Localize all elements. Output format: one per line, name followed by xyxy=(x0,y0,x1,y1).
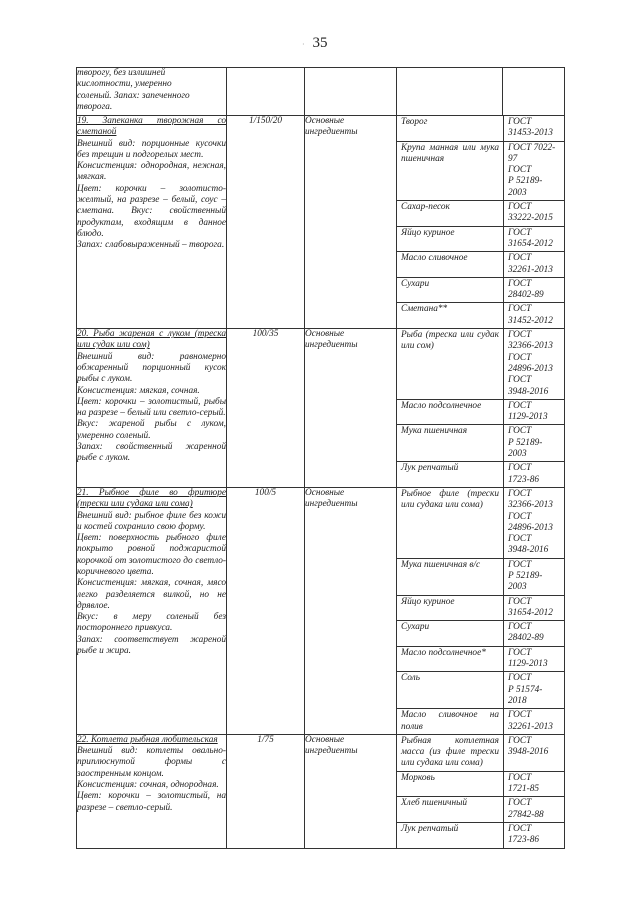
standard-line: ГОСТ xyxy=(508,227,532,238)
standard-line: ГОСТ xyxy=(508,559,532,570)
dish-row xyxy=(77,487,565,734)
ingredients-label: Основные ингредиенты xyxy=(305,487,397,734)
component-row xyxy=(397,277,564,303)
standard-line: ГОСТ xyxy=(508,647,532,658)
component-name: Мука пшеничная в/с xyxy=(397,558,504,595)
component-name: Морковь xyxy=(397,771,504,797)
ingredients-label: Основные ингредиенты xyxy=(305,116,397,329)
component-row xyxy=(397,116,564,141)
component-row xyxy=(397,735,564,771)
component-standard xyxy=(504,201,565,227)
standard-line: ГОСТ xyxy=(508,330,532,341)
component-name: Сухари xyxy=(397,621,504,647)
description-line: Внешний вид: котлеты овально-приплюснутой формы с заостренным концом. xyxy=(77,746,226,779)
standard-line: ГОСТ xyxy=(508,165,532,176)
standard-line: 31452-2012 xyxy=(508,315,553,326)
empty-cell xyxy=(305,68,397,116)
description-line: Консистенция: однородная, нежная, мягкая. xyxy=(77,161,226,183)
empty-cell xyxy=(397,68,503,116)
continuation-line: соленый. Запах: запеченного xyxy=(77,90,190,101)
components-cell xyxy=(397,116,565,329)
components-table xyxy=(397,116,564,328)
standard-line: 3948-2016 xyxy=(508,545,549,556)
component-standard xyxy=(504,399,565,425)
description-line: Запах: соответствует жареной рыбе и жира. xyxy=(77,634,226,657)
description-line: Консистенция: сочная, однородная. xyxy=(77,780,219,791)
component-standard xyxy=(504,116,565,141)
description-line: Внешний вид: рыбное филе без кожи и костей сохранило свою форму. xyxy=(77,510,226,532)
component-name: Масло подсолнечное xyxy=(397,399,504,425)
standard-line: ГОСТ xyxy=(508,673,532,684)
standard-line: ГОСТ 7022-97 xyxy=(508,142,556,164)
dish-title: 22. Котлета рыбная любительская xyxy=(77,734,218,745)
standard-line: ГОСТ xyxy=(508,352,532,363)
component-name: Лук репчатый xyxy=(397,822,504,847)
dish-row xyxy=(77,329,565,488)
standard-line: 1129-2013 xyxy=(508,412,548,423)
dish-description xyxy=(77,329,227,488)
ingredients-label: Основные ингредиенты xyxy=(305,734,397,848)
component-row xyxy=(397,462,564,487)
continuation-line: кислотности, умеренно xyxy=(77,79,172,90)
standard-line: 31453-2013 xyxy=(508,128,553,139)
component-standard xyxy=(504,488,565,558)
component-row xyxy=(397,488,564,558)
components-cell xyxy=(397,329,565,488)
description-line: Вкус: в меру соленый без постороннего привкуса. xyxy=(77,612,226,634)
dish-row xyxy=(77,734,565,848)
component-standard xyxy=(504,252,565,278)
component-standard xyxy=(504,595,565,621)
component-name: Сметана** xyxy=(397,303,504,328)
standard-line: 28402-89 xyxy=(508,290,544,301)
standard-line: ГОСТ xyxy=(508,710,532,721)
standard-line: ГОСТ xyxy=(508,772,532,783)
component-row xyxy=(397,329,564,399)
component-row xyxy=(397,709,564,734)
standard-line: 3948-2016 xyxy=(508,386,549,397)
standard-line: ГОСТ xyxy=(508,511,532,522)
standard-line: 1721-85 xyxy=(508,784,539,795)
page-number: 35 xyxy=(312,35,328,51)
standard-line: ГОСТ xyxy=(508,253,532,264)
component-name: Творог xyxy=(397,116,504,141)
standard-line: ГОСТ xyxy=(508,463,532,474)
component-name: Сухари xyxy=(397,277,504,303)
standard-line: ГОСТ xyxy=(508,596,532,607)
dish-yield: 100/5 xyxy=(227,487,305,734)
component-standard xyxy=(504,226,565,252)
component-row xyxy=(397,621,564,647)
component-row xyxy=(397,399,564,425)
component-standard xyxy=(504,329,565,399)
component-standard xyxy=(504,822,565,847)
component-name: Масло подсолнечное* xyxy=(397,646,504,672)
standard-line: 31654-2012 xyxy=(508,238,553,249)
description-line: Консистенция: мягкая, сочная, мясо легко разделяется вилкой, но не дрявлое. xyxy=(77,578,226,611)
standard-line: ГОСТ xyxy=(508,622,532,633)
description-line: Цвет: корочки – золотистый, на разрезе – светло-серый. xyxy=(77,791,226,813)
standard-line: ГОСТ xyxy=(508,375,532,386)
standard-line: 31654-2012 xyxy=(508,607,553,618)
description-line: Запах: свойственный жаренной рыбе с луком. xyxy=(77,442,226,464)
components-table xyxy=(397,329,564,487)
description-line: Консистенция: мягкая, сочная. xyxy=(77,385,200,396)
component-name: Яйцо куриное xyxy=(397,226,504,252)
component-name: Рыбное филе (трески или судака или сома) xyxy=(397,488,504,558)
standard-line: ГОСТ xyxy=(508,202,532,213)
dish-yield: 1/75 xyxy=(227,734,305,848)
component-name: Рыба (треска или судак или сом) xyxy=(397,329,504,399)
scan-dot: · xyxy=(302,40,305,49)
continuation-line: творога. xyxy=(77,101,113,112)
description-line: Цвет: поверхность рыбного филе покрыто ровной поджаристой корочкой от золотистого до светло-коричневого цвета. xyxy=(77,533,226,577)
dish-description xyxy=(77,734,227,848)
component-row xyxy=(397,646,564,672)
component-name: Крупа манная или мука пшеничная xyxy=(397,141,504,200)
component-name: Соль xyxy=(397,672,504,709)
standard-line: 24896-2013 xyxy=(508,522,553,533)
component-row xyxy=(397,141,564,200)
standard-line: 32261-2013 xyxy=(508,264,553,275)
component-row xyxy=(397,425,564,462)
dish-description xyxy=(77,487,227,734)
component-name: Хлеб пшеничный xyxy=(397,797,504,823)
component-standard xyxy=(504,709,565,734)
component-standard xyxy=(504,735,565,771)
component-standard xyxy=(504,303,565,328)
standard-line: ГОСТ xyxy=(508,823,532,834)
components-table xyxy=(397,735,564,848)
standard-line: 24896-2013 xyxy=(508,363,553,374)
component-standard xyxy=(504,771,565,797)
continuation-row xyxy=(77,68,565,116)
menu-standards-table xyxy=(76,67,565,849)
component-standard xyxy=(504,425,565,462)
standard-line: ГОСТ xyxy=(508,488,532,499)
component-standard xyxy=(504,277,565,303)
standard-line: Р 52189-2003 xyxy=(508,570,543,593)
standard-line: ГОСТ xyxy=(508,278,532,289)
description-line: Внешний вид: равномерно обжаренный порционный кусок рыбы с луком. xyxy=(77,351,226,385)
components-cell xyxy=(397,487,565,734)
component-row xyxy=(397,822,564,847)
component-standard xyxy=(504,672,565,709)
ingredients-label: Основные ингредиенты xyxy=(305,329,397,488)
component-row xyxy=(397,797,564,823)
standard-line: Р 52189-2003 xyxy=(508,176,543,198)
component-name: Рыбная котлетная масса (из филе трески или судака или сома) xyxy=(397,735,504,771)
dish-title: 19. Запеканка творожная со сметаной xyxy=(77,116,226,138)
standard-line: ГОСТ xyxy=(508,400,532,411)
component-name: Сахар-песок xyxy=(397,201,504,227)
standard-line: ГОСТ xyxy=(508,426,532,437)
components-table xyxy=(397,488,564,734)
dish-title: 20. Рыба жареная с луком (треска или судак или сом) xyxy=(77,329,226,351)
empty-cell xyxy=(227,68,305,116)
standard-line: 33222-2015 xyxy=(508,213,553,224)
dish-description xyxy=(77,116,227,329)
standard-line: ГОСТ xyxy=(508,735,532,746)
standard-line: ГОСТ xyxy=(508,798,532,809)
standard-line: ГОСТ xyxy=(508,304,532,315)
dish-row xyxy=(77,116,565,329)
standard-line: 28402-89 xyxy=(508,633,544,644)
dish-title: 21. Рыбное филе во фритюре (трески или судака или сома) xyxy=(77,487,226,510)
component-row xyxy=(397,558,564,595)
standard-line: 32366-2013 xyxy=(508,341,553,352)
empty-cell xyxy=(503,68,565,116)
standard-line: 32366-2013 xyxy=(508,500,553,511)
description-line: Запах: слабовыраженный – творога. xyxy=(77,240,225,251)
component-name: Мука пшеничная xyxy=(397,425,504,462)
standard-line: ГОСТ xyxy=(508,117,532,127)
continuation-line: творогу, без излишней xyxy=(77,68,166,78)
standard-line: Р 52189-2003 xyxy=(508,437,543,460)
component-standard xyxy=(504,797,565,823)
standard-line: 1723-86 xyxy=(508,474,539,485)
component-name: Яйцо куриное xyxy=(397,595,504,621)
standard-line: Р 51574-2018 xyxy=(508,684,543,706)
component-name: Масло сливочное xyxy=(397,252,504,278)
component-name: Лук репчатый xyxy=(397,462,504,487)
standard-line: 1129-2013 xyxy=(508,659,548,670)
components-cell xyxy=(397,734,565,848)
standard-line: 3948-2016 xyxy=(508,747,549,758)
description-line: Внешний вид: порционные кусочки без трещин и подгорелых мест. xyxy=(77,138,226,160)
description-line: Вкус: жареной рыбы с луком, умеренно соленый. xyxy=(77,419,226,441)
component-row xyxy=(397,595,564,621)
standard-line: ГОСТ xyxy=(508,534,532,545)
component-row xyxy=(397,252,564,278)
component-row xyxy=(397,226,564,252)
component-standard xyxy=(504,141,565,200)
dish-yield: 1/150/20 xyxy=(227,116,305,329)
component-standard xyxy=(504,462,565,487)
component-row xyxy=(397,672,564,709)
continuation-description xyxy=(77,68,227,116)
component-name: Масло сливочное на полив xyxy=(397,709,504,734)
description-line: Цвет: корочки – золотистый, рыбы на разрезе – белый или светло-серый. xyxy=(77,396,226,419)
component-row xyxy=(397,201,564,227)
standard-line: 1723-86 xyxy=(508,835,539,846)
component-standard xyxy=(504,646,565,672)
dish-yield: 100/35 xyxy=(227,329,305,488)
standard-line: 32261-2013 xyxy=(508,721,553,732)
component-row xyxy=(397,771,564,797)
description-line: Цвет: корочки – золотисто-желтый, на разрезе – белый, соус – сметана. Вкус: свойственный продуктам, входящим в данное блюдо. xyxy=(77,183,226,239)
standard-line: 27842-88 xyxy=(508,809,544,820)
component-standard xyxy=(504,558,565,595)
component-standard xyxy=(504,621,565,647)
component-row xyxy=(397,303,564,328)
